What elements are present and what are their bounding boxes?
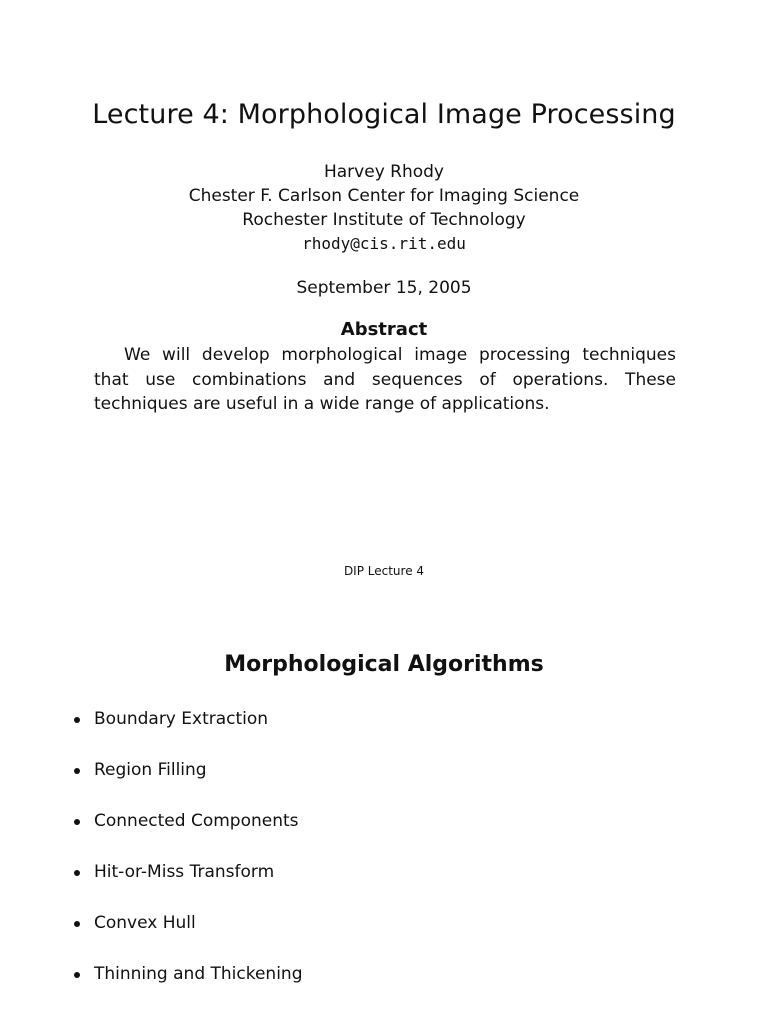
list-item xyxy=(72,858,692,909)
list-item xyxy=(72,960,692,1011)
page-title: Lecture 4: Morphological Image Processing xyxy=(92,99,676,130)
list-item-label: Region Filling xyxy=(94,760,207,780)
document-date: September 15, 2005 xyxy=(296,278,472,298)
bullet-icon xyxy=(74,717,80,723)
author-email: rhody@cis.rit.edu xyxy=(302,234,466,253)
list-item-label: Boundary Extraction xyxy=(94,709,269,729)
bullet-icon xyxy=(74,819,80,825)
author-name: Harvey Rhody xyxy=(323,162,444,182)
algorithm-list xyxy=(72,705,692,1011)
author-affiliation-institute: Rochester Institute of Technology xyxy=(242,210,526,230)
page-footer: DIP Lecture 4 xyxy=(343,564,425,578)
list-item xyxy=(72,807,692,858)
bullet-icon xyxy=(74,870,80,876)
bullet-icon xyxy=(74,921,80,927)
abstract-body: We will develop morphological image processing techniques that use combinations and sequences of operations. These techniques are useful in a wide range of applications. xyxy=(94,345,676,414)
list-item-label: Thinning and Thickening xyxy=(94,964,303,984)
list-item-label: Connected Components xyxy=(94,811,299,831)
abstract-heading: Abstract xyxy=(340,319,428,340)
list-item-label: Convex Hull xyxy=(94,913,196,933)
list-item xyxy=(72,909,692,960)
list-item xyxy=(72,705,692,756)
author-block xyxy=(0,160,768,256)
list-item xyxy=(72,756,692,807)
bullet-icon xyxy=(74,972,80,978)
section-title: Morphological Algorithms xyxy=(224,652,544,677)
author-affiliation-center: Chester F. Carlson Center for Imaging Science xyxy=(188,186,580,206)
bullet-icon xyxy=(74,768,80,774)
list-item-label: Hit-or-Miss Transform xyxy=(94,862,275,882)
